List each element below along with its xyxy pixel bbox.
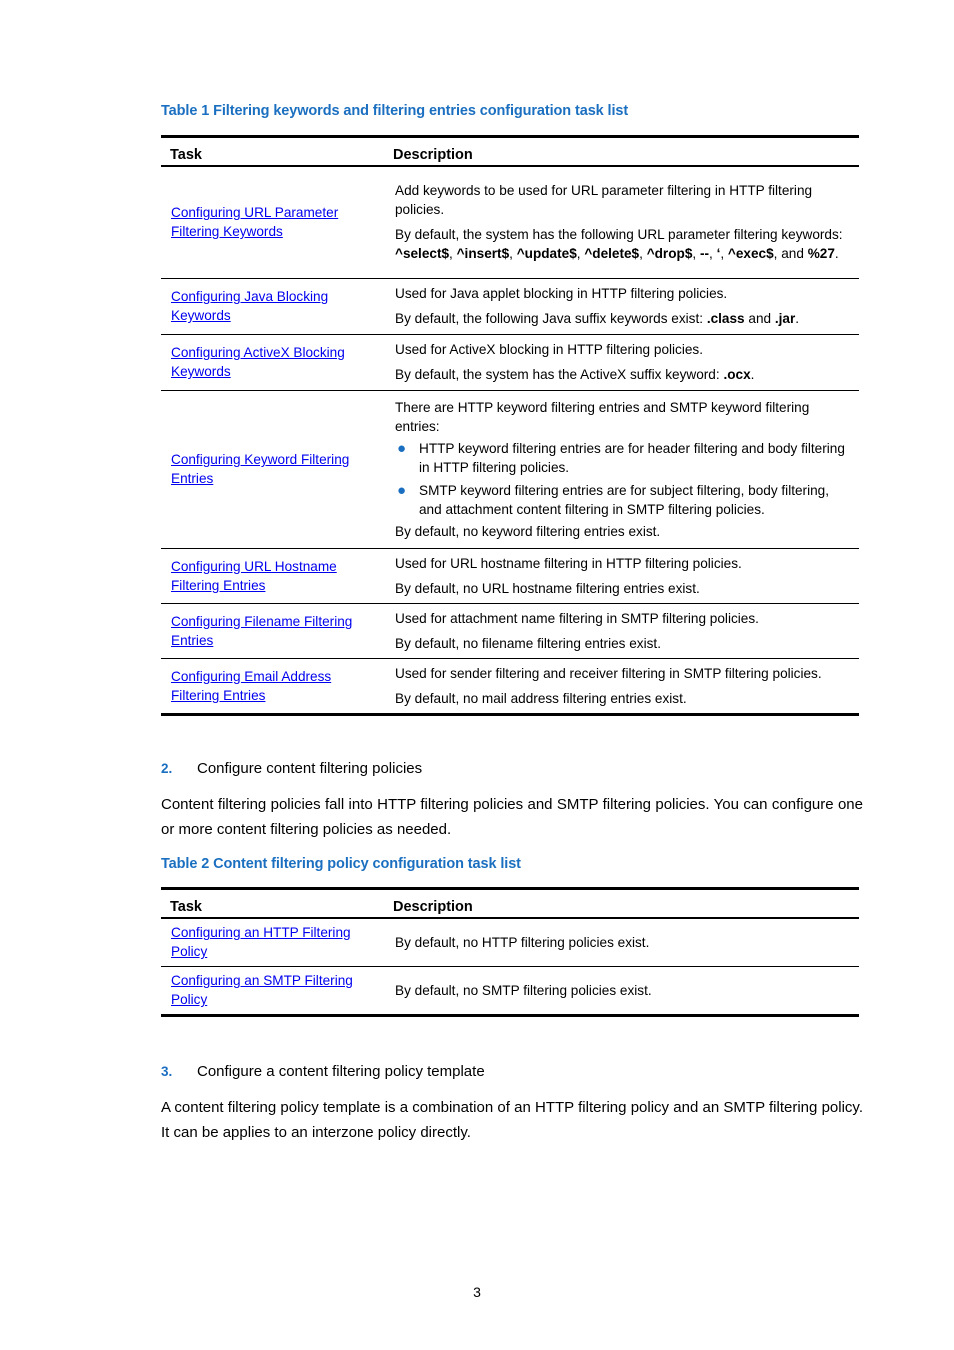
task-link-url-hostname[interactable]: Configuring URL Hostname Filtering Entries <box>171 558 337 593</box>
table-row <box>161 658 859 714</box>
description-cell <box>384 334 859 390</box>
table2 <box>161 887 859 1017</box>
step-number: 3. <box>161 1064 173 1079</box>
task-cell <box>161 966 384 1015</box>
description-text: Used for sender filtering and receiver filtering in SMTP filtering policies. <box>395 665 822 681</box>
table1-caption: Table 1 Filtering keywords and filtering entries configuration task list <box>161 103 629 119</box>
description-cell <box>384 548 859 603</box>
bullet-icon: ● <box>397 481 407 499</box>
task-link-keyword-filtering[interactable]: Configuring Keyword Filtering Entries <box>171 452 350 486</box>
table2-caption: Table 2 Content filtering policy configuration task list <box>161 856 521 872</box>
description-default: By default, the system has the ActiveX suffix keyword: .ocx. <box>395 367 755 382</box>
task-cell <box>161 166 384 278</box>
description-cell <box>384 658 859 714</box>
description-default: By default, no keyword filtering entries exist. <box>395 523 661 539</box>
task-link-java-blocking[interactable]: Configuring Java Blocking Keywords <box>171 289 329 323</box>
description-cell: By default, no SMTP filtering policies exist. <box>395 982 652 998</box>
task-cell <box>161 334 384 390</box>
table-row <box>161 918 859 966</box>
table1-header-task: Task <box>170 147 202 163</box>
table-row <box>161 334 859 390</box>
description-default: By default, no filename filtering entries exist. <box>395 635 661 651</box>
step-number: 2. <box>161 761 173 776</box>
table-row <box>161 278 859 334</box>
task-cell <box>161 278 384 334</box>
task-cell <box>161 390 384 548</box>
table2-header-task: Task <box>170 899 202 915</box>
task-cell <box>161 603 384 658</box>
table1-header-description: Description <box>393 147 473 163</box>
table-row <box>161 603 859 658</box>
task-cell <box>161 658 384 714</box>
table-row <box>161 966 859 1015</box>
step-2-heading <box>161 760 422 777</box>
task-cell <box>161 548 384 603</box>
description-text: Used for URL hostname filtering in HTTP filtering policies. <box>395 555 742 571</box>
step-3-heading <box>161 1063 485 1080</box>
description-cell <box>384 603 859 658</box>
task-link-smtp-policy[interactable]: Configuring an SMTP Filtering Policy <box>171 973 353 1007</box>
description-text: Used for attachment name filtering in SMTP filtering policies. <box>395 610 759 626</box>
description-cell <box>384 166 859 278</box>
step-title: Configure a content filtering policy template <box>197 1063 485 1080</box>
step-title: Configure content filtering policies <box>197 760 423 777</box>
task-link-filename-filtering[interactable]: Configuring Filename Filtering Entries <box>171 613 353 648</box>
paragraph-policy-template: A content filtering policy template is a combination of an HTTP filtering policy and an SMTP filtering policy. It can be applies to an interzone policy directly. <box>161 1099 863 1141</box>
description-default: By default, the following Java suffix keywords exist: .class and .jar. <box>395 311 800 326</box>
list-item: ● HTTP keyword filtering entries are for header filtering and body filtering in HTTP filtering policies. <box>397 439 845 475</box>
bullet-list <box>395 439 851 519</box>
description-cell <box>384 278 859 334</box>
paragraph-content-policies: Content filtering policies fall into HTTP filtering policies and SMTP filtering policies. You can configure one or more content filtering policies as needed. <box>161 796 863 838</box>
description-default: By default, no mail address filtering entries exist. <box>395 690 687 706</box>
table2-header-row <box>161 889 859 919</box>
description-text: There are HTTP keyword filtering entries and SMTP keyword filtering entries: <box>395 399 810 434</box>
task-link-url-parameter[interactable]: Configuring URL Parameter Filtering Keywords <box>171 205 339 240</box>
table2-header-description: Description <box>393 899 473 915</box>
task-cell <box>161 918 384 966</box>
task-link-email-address[interactable]: Configuring Email Address Filtering Entries <box>171 668 332 703</box>
task-link-http-policy[interactable]: Configuring an HTTP Filtering Policy <box>171 925 351 960</box>
table-row <box>161 548 859 603</box>
description-cell: By default, no HTTP filtering policies exist. <box>395 934 650 950</box>
description-text: Used for Java applet blocking in HTTP filtering policies. <box>395 286 728 301</box>
page-number: 3 <box>473 1284 481 1300</box>
description-text: Add keywords to be used for URL parameter filtering in HTTP filtering policies. <box>395 183 813 218</box>
table1 <box>161 135 859 716</box>
description-default: By default, the system has the following URL parameter filtering keywords: ^select$, ^insert$, ^update$, ^delete$, ^drop$, --, ‘, ^exec$, and %27. <box>395 227 843 262</box>
description-text: Used for ActiveX blocking in HTTP filtering policies. <box>395 342 704 357</box>
table-row <box>161 166 859 278</box>
description-default: By default, no URL hostname filtering entries exist. <box>395 580 700 596</box>
task-link-activex-blocking[interactable]: Configuring ActiveX Blocking Keywords <box>171 345 345 379</box>
table1-header-row <box>161 137 859 167</box>
list-item: ● SMTP keyword filtering entries are for subject filtering, body filtering, and attachment content filtering in SMTP filtering policies. <box>397 481 830 517</box>
table-row <box>161 390 859 548</box>
description-cell <box>384 390 859 548</box>
bullet-icon: ● <box>397 439 407 457</box>
